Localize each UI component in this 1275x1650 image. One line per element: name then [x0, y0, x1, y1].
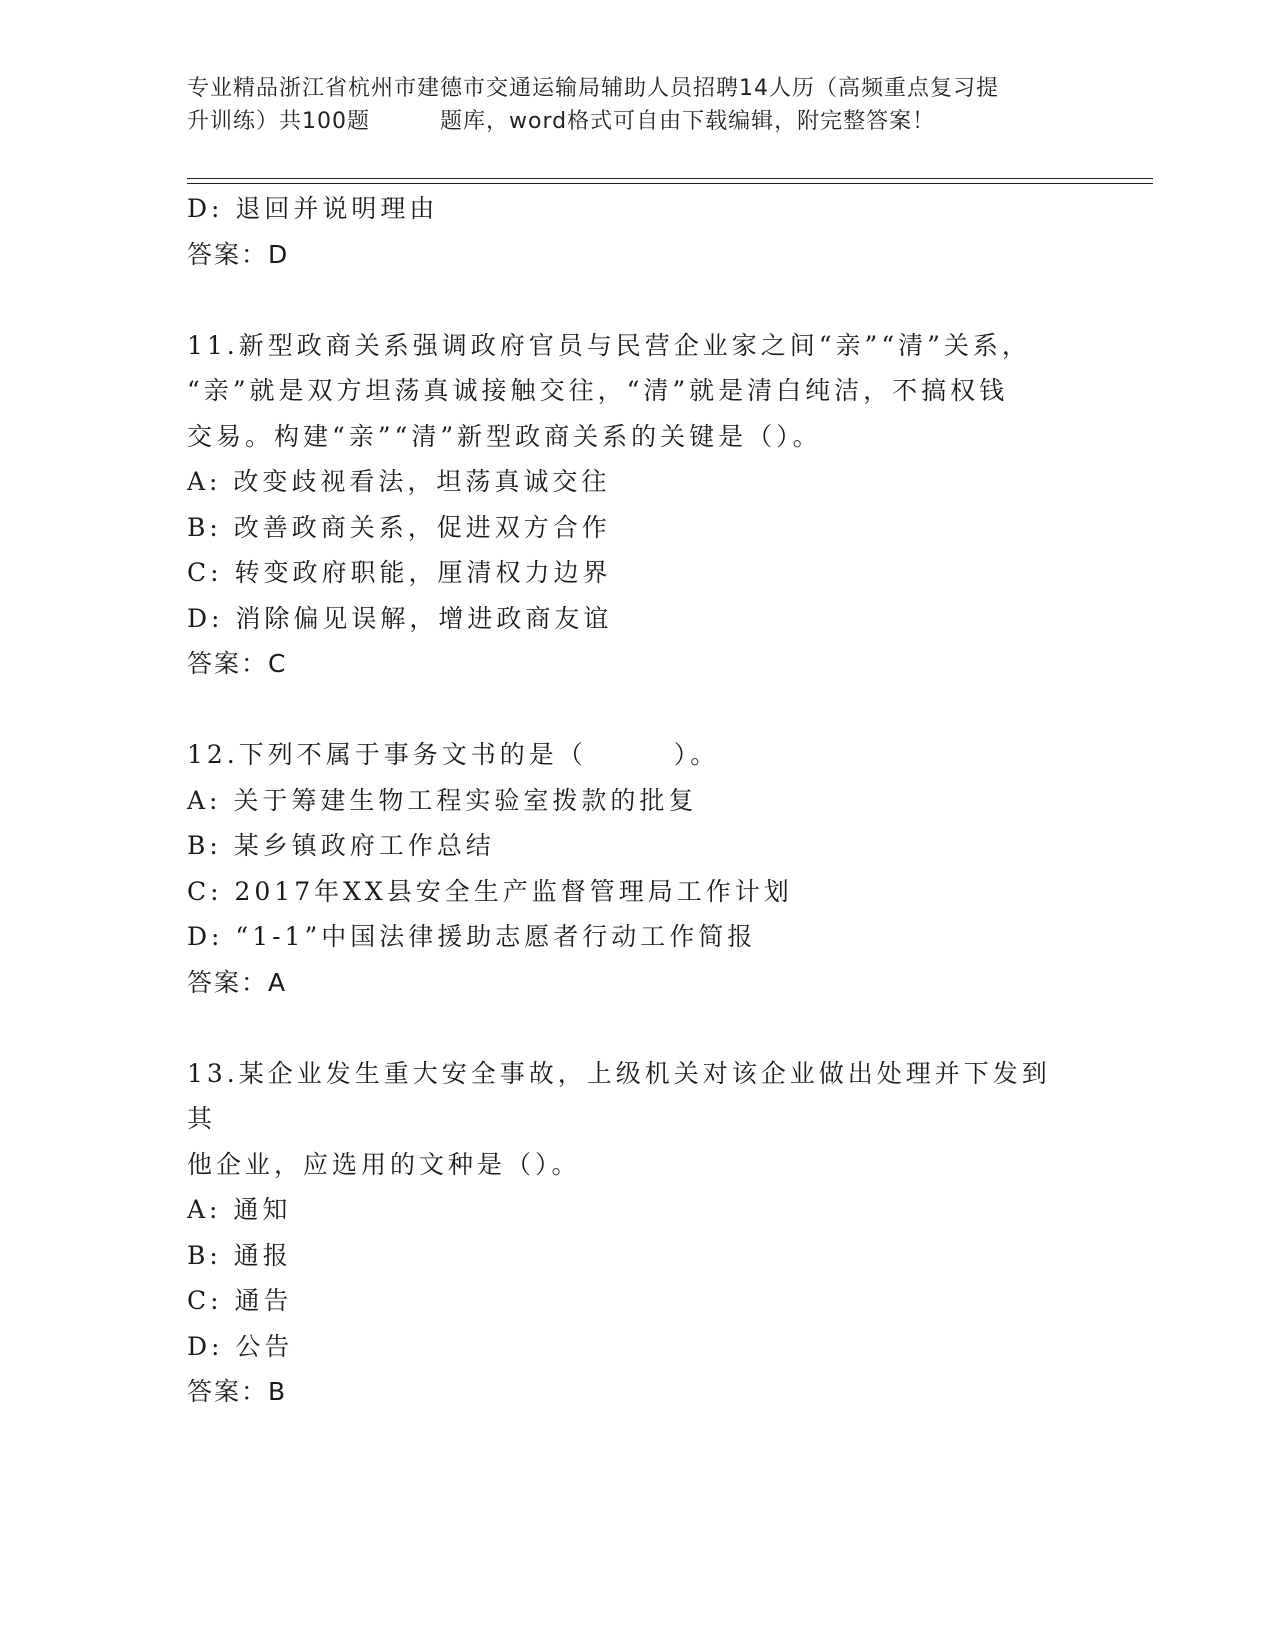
- answer-line: 答案：B: [187, 1377, 288, 1406]
- document-header: [187, 72, 1067, 138]
- question-stem-line: “亲”就是双方坦荡真诚接触交往，“清”就是清白纯洁，不搞权钱: [187, 376, 1009, 405]
- option-d: D: “1-1”中国法律援助志愿者行动工作简报: [187, 922, 757, 951]
- question-stem-line: 交易。构建“亲”“清”新型政商关系的关键是（）。: [187, 421, 822, 451]
- option-d: D: 退回并说明理由: [187, 194, 439, 223]
- option-d: D: 消除偏见误解，增进政商友谊: [187, 603, 613, 633]
- header-line-2: [187, 105, 1067, 138]
- question-stem-line: 他企业，应选用的文种是（）。: [187, 1149, 581, 1179]
- question-stem-line: 11.新型政商关系强调政府官员与民营企业家之间“亲”“清”关系，: [187, 330, 1031, 360]
- option-c: C: 转变政府职能，厘清权力边界: [187, 558, 612, 587]
- header-rule-top: [187, 178, 1153, 179]
- question-stem-line: 13.某企业发生重大安全事故，上级机关对该企业做出处理并下发到其: [187, 1058, 1051, 1133]
- option-b: B: 通报: [187, 1240, 292, 1270]
- question-13: [187, 1051, 1087, 1415]
- answer-line: 答案：A: [187, 967, 288, 997]
- question-12: [187, 732, 1087, 1005]
- option-c: C: 2017年XX县安全生产监督管理局工作计划: [187, 876, 793, 906]
- option-d: D: 公告: [187, 1331, 294, 1361]
- question-11: [187, 323, 1087, 687]
- question-stem-line: 12.下列不属于事务文书的是（ ）。: [187, 740, 720, 769]
- header-line-1: 专业精品浙江省杭州市建德市交通运输局辅助人员招聘14人历（高频重点复习提: [187, 76, 999, 101]
- previous-question-tail: [187, 186, 1087, 277]
- answer-line: 答案：D: [187, 239, 290, 269]
- option-a: A: 改变歧视看法，坦荡真诚交往: [187, 467, 611, 496]
- option-a: A: 关于筹建生物工程实验室拨款的批复: [187, 785, 698, 815]
- header-line-2-part-b: 题库，word格式可自由下载编辑，附完整答案！: [440, 109, 936, 134]
- option-b: B: 改善政商关系，促进双方合作: [187, 512, 611, 542]
- option-c: C: 通告: [187, 1286, 293, 1315]
- document-body: [187, 186, 1087, 1415]
- option-b: B: 某乡镇政府工作总结: [187, 831, 495, 860]
- option-a: A: 通知: [187, 1195, 292, 1224]
- answer-line: 答案：C: [187, 649, 288, 678]
- header-line-2-part-a: 升训练）共100题: [187, 109, 370, 134]
- header-rule-bottom: [187, 183, 1153, 184]
